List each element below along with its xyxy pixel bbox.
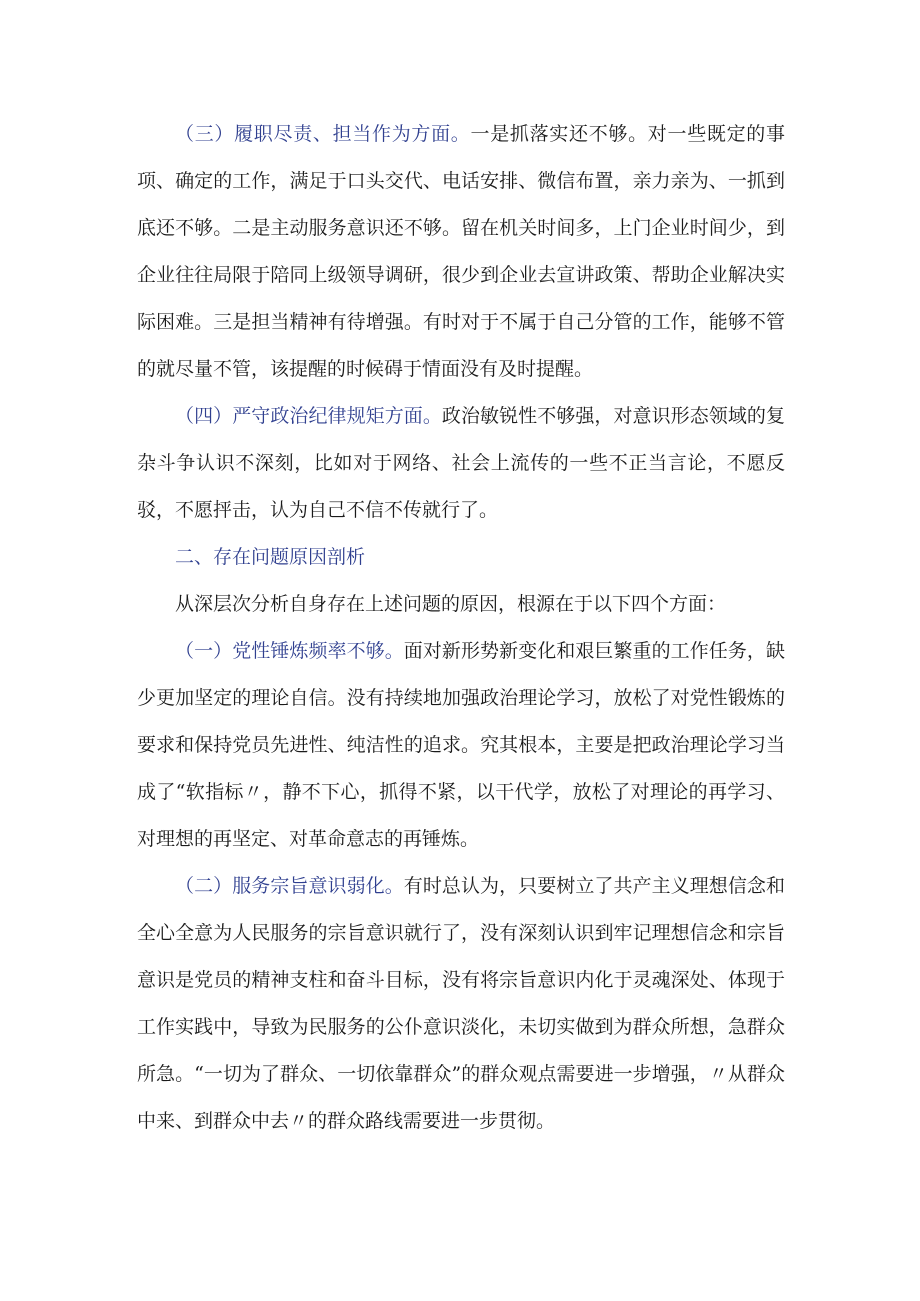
section-title: 二、存在问题原因剖析: [175, 546, 366, 568]
paragraph-political-discipline: [137, 393, 785, 534]
paragraph-heading: （二）服务宗旨意识弱化。: [175, 875, 404, 897]
paragraph-heading: （四）严守政治纪律规矩方面。: [175, 405, 442, 427]
paragraph-heading: （一）党性锤炼频率不够。: [175, 640, 404, 662]
paragraph-service-purpose: [137, 863, 785, 1145]
paragraph-responsibility: [137, 111, 785, 393]
paragraph-text: 一是抓落实还不够。对一些既定的事项、确定的工作，满足于口头交代、电话安排、微信布置，亲力亲为、一抓到底还不够。二是主动服务意识还不够。留在机关时间多，上门企业时间少，到企业往往局限于陪同上级领导调研，很少到企业去宣讲政策、帮助企业解决实际困难。三是担当精神有待增强。有时对于不属于自己分管的工作，能够不管的就尽量不管，该提醒的时候碍于情面没有及时提醒。: [137, 123, 785, 380]
document-body: [137, 111, 785, 1145]
paragraph-party-spirit: [137, 628, 785, 863]
paragraph-heading: （三）履职尽责、担当作为方面。: [175, 123, 471, 145]
paragraph-text: 政治敏锐性不够强，对意识形态领域的复杂斗争认识不深刻，比如对于网络、社会上流传的一些不正当言论，不愿反驳，不愿抨击，认为自己不信不传就行了。: [137, 405, 785, 521]
paragraph-text: 有时总认为，只要树立了共产主义理想信念和全心全意为人民服务的宗旨意识就行了，没有深刻认识到牢记理想信念和宗旨意识是党员的精神支柱和奋斗目标，没有将宗旨意识内化于灵魂深处、体现于工作实践中，导致为民服务的公仆意识淡化，未切实做到为群众所想，急群众所急。“一切为了群众、一切依靠群众”的群众观点需要进一步增强，〃从群众中来、到群众中去〃的群众路线需要进一步贯彻。: [137, 875, 785, 1132]
paragraph-text: 面对新形势新变化和艰巨繁重的工作任务，缺少更加坚定的理论自信。没有持续地加强政治理论学习，放松了对党性锻炼的要求和保持党员先进性、纯洁性的追求。究其根本，主要是把政治理论学习当成了“软指标〃，静不下心，抓得不紧，以干代学，放松了对理论的再学习、对理想的再坚定、对革命意志的再锤炼。: [137, 640, 785, 850]
intro-paragraph: 从深层次分析自身存在上述问题的原因，根源在于以下四个方面：: [175, 593, 727, 615]
